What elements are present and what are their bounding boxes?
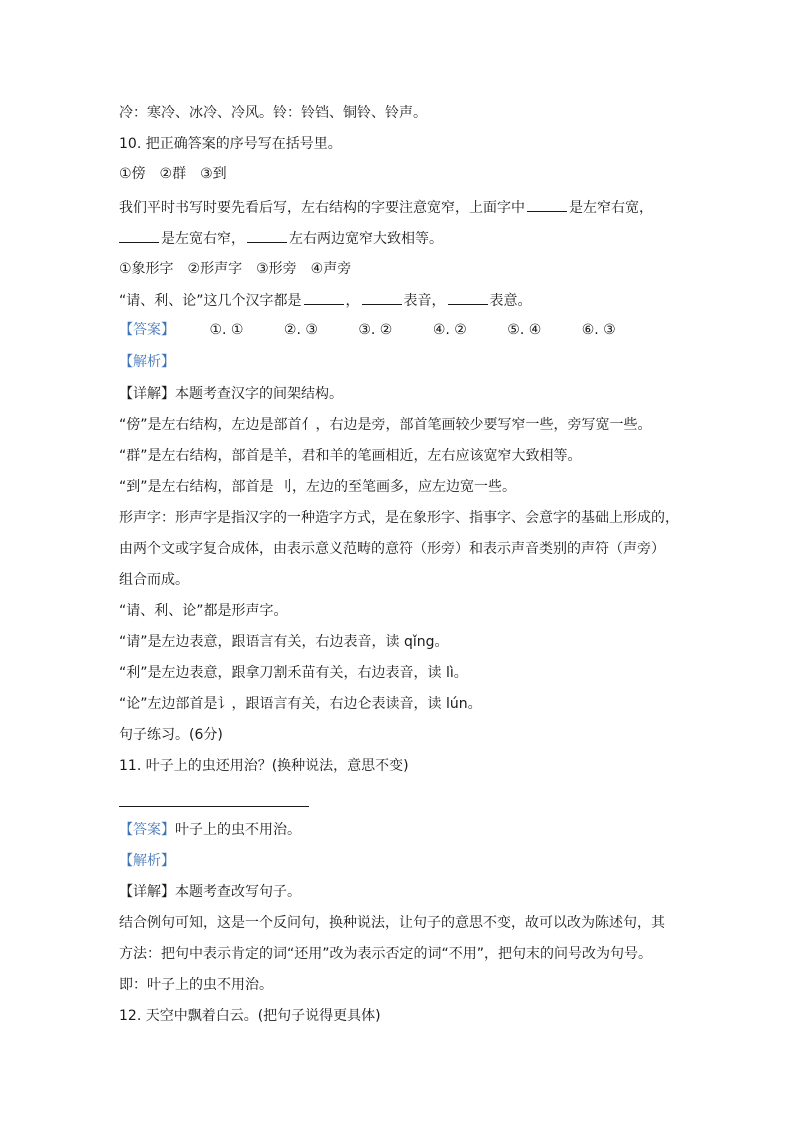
text-span: 我们平时书写时要先看后写，左右结构的字要注意宽窄，上面字中 bbox=[119, 200, 525, 216]
detail-line: “群”是左右结构，部首是羊，君和羊的笔画相近，左右应该宽窄大致相等。 bbox=[119, 448, 582, 464]
detail-line: 即：叶子上的虫不用治。 bbox=[119, 977, 273, 993]
detail-tag: 【详解】 bbox=[119, 884, 175, 900]
question-10: 10. 把正确答案的序号写在括号里。 bbox=[119, 136, 342, 152]
answer-blank[interactable] bbox=[362, 290, 402, 305]
answer-blank[interactable] bbox=[448, 290, 488, 305]
detail-line: “请”是左边表意，跟语言有关，右边表音，读 qǐng。 bbox=[119, 634, 449, 650]
question-10-sentence-1 bbox=[119, 197, 694, 218]
detail-line: “请、利、论”都是形声字。 bbox=[119, 603, 288, 619]
detail-line: 结合例句可知，这是一个反问句，换种说法，让句子的意思不变，故可以改为陈述句，其 bbox=[119, 915, 665, 931]
detail-line: 方法：把句中表示肯定的词“还用”改为表示否定的词“不用”，把句末的问号改为句号。 bbox=[119, 946, 653, 962]
detail-line bbox=[119, 882, 694, 902]
answer-row bbox=[119, 320, 694, 340]
section-heading: 句子练习。(6分) bbox=[119, 727, 223, 743]
detail-line: “利”是左边表意，跟拿刀割禾苗有关，右边表音，读 lì。 bbox=[119, 665, 468, 681]
text-line: 冷：寒冷、冰冷、冷风。铃：铃铛、铜铃、铃声。 bbox=[119, 105, 427, 121]
analysis-heading: 【解析】 bbox=[119, 354, 175, 370]
detail-line: “傍”是左右结构，左边是部首亻，右边是旁，部首笔画较少要写窄一些，旁写宽一些。 bbox=[119, 417, 652, 433]
answer-blank[interactable] bbox=[247, 228, 287, 243]
answer-blank[interactable] bbox=[527, 197, 567, 212]
text-span: 左右两边宽窄大致相等。 bbox=[289, 231, 443, 247]
detail-line: 形声字：形声字是指汉字的一种造字方式，是在象形字、指事字、会意字的基础上形成的， bbox=[119, 510, 679, 526]
question-11: 11. 叶子上的虫还用治？(换种说法，意思不变) bbox=[119, 758, 409, 774]
detail-line: “论”左边部首是讠，跟语言有关，右边仑表读音，读 lún。 bbox=[119, 696, 482, 712]
detail-line: 组合而成。 bbox=[119, 572, 189, 588]
answer-item: ③. ② bbox=[358, 322, 393, 338]
text-span: 是左窄右宽， bbox=[569, 200, 653, 216]
question-10-sentence-3 bbox=[119, 290, 694, 311]
text-span: “请、利、论”这几个汉字都是 bbox=[119, 293, 302, 309]
answer-tag: 【答案】 bbox=[119, 822, 175, 838]
question-10-options: ①傍 ②群 ③到 bbox=[119, 166, 227, 182]
answer-item: ⑥. ③ bbox=[581, 322, 616, 338]
detail-line bbox=[119, 384, 694, 404]
analysis-heading: 【解析】 bbox=[119, 853, 175, 869]
question-10-sentence-2 bbox=[119, 228, 694, 249]
answer-item: ①. ① bbox=[209, 322, 244, 338]
text-span: 叶子上的虫不用治。 bbox=[175, 822, 301, 838]
text-span: 是左宽右窄， bbox=[161, 231, 245, 247]
answer-line[interactable] bbox=[119, 806, 309, 807]
text-span: 本题考查汉字的间架结构。 bbox=[175, 386, 343, 402]
question-12: 12. 天空中飘着白云。(把句子说得更具体) bbox=[119, 1008, 381, 1024]
answer-row bbox=[119, 820, 694, 840]
question-10-options-2: ①象形字 ②形声字 ③形旁 ④声旁 bbox=[119, 261, 352, 277]
answer-item: ⑤. ④ bbox=[507, 322, 542, 338]
text-span: 表意。 bbox=[489, 293, 532, 309]
answer-item: ④. ② bbox=[432, 322, 467, 338]
text-span: 本题考查改写句子。 bbox=[175, 884, 301, 900]
answer-item: ②. ③ bbox=[283, 322, 318, 338]
answer-blank[interactable] bbox=[119, 228, 159, 243]
text-span: ， bbox=[345, 293, 360, 309]
answer-tag: 【答案】 bbox=[119, 322, 175, 338]
answer-blank[interactable] bbox=[304, 290, 344, 305]
detail-line: “到”是左右结构，部首是 刂，左边的至笔画多，应左边宽一些。 bbox=[119, 479, 516, 495]
text-span: 表音， bbox=[403, 293, 446, 309]
detail-tag: 【详解】 bbox=[119, 386, 175, 402]
detail-line: 由两个文或字复合成体，由表示意义范畴的意符（形旁）和表示声音类别的声符（声旁） bbox=[119, 541, 665, 557]
